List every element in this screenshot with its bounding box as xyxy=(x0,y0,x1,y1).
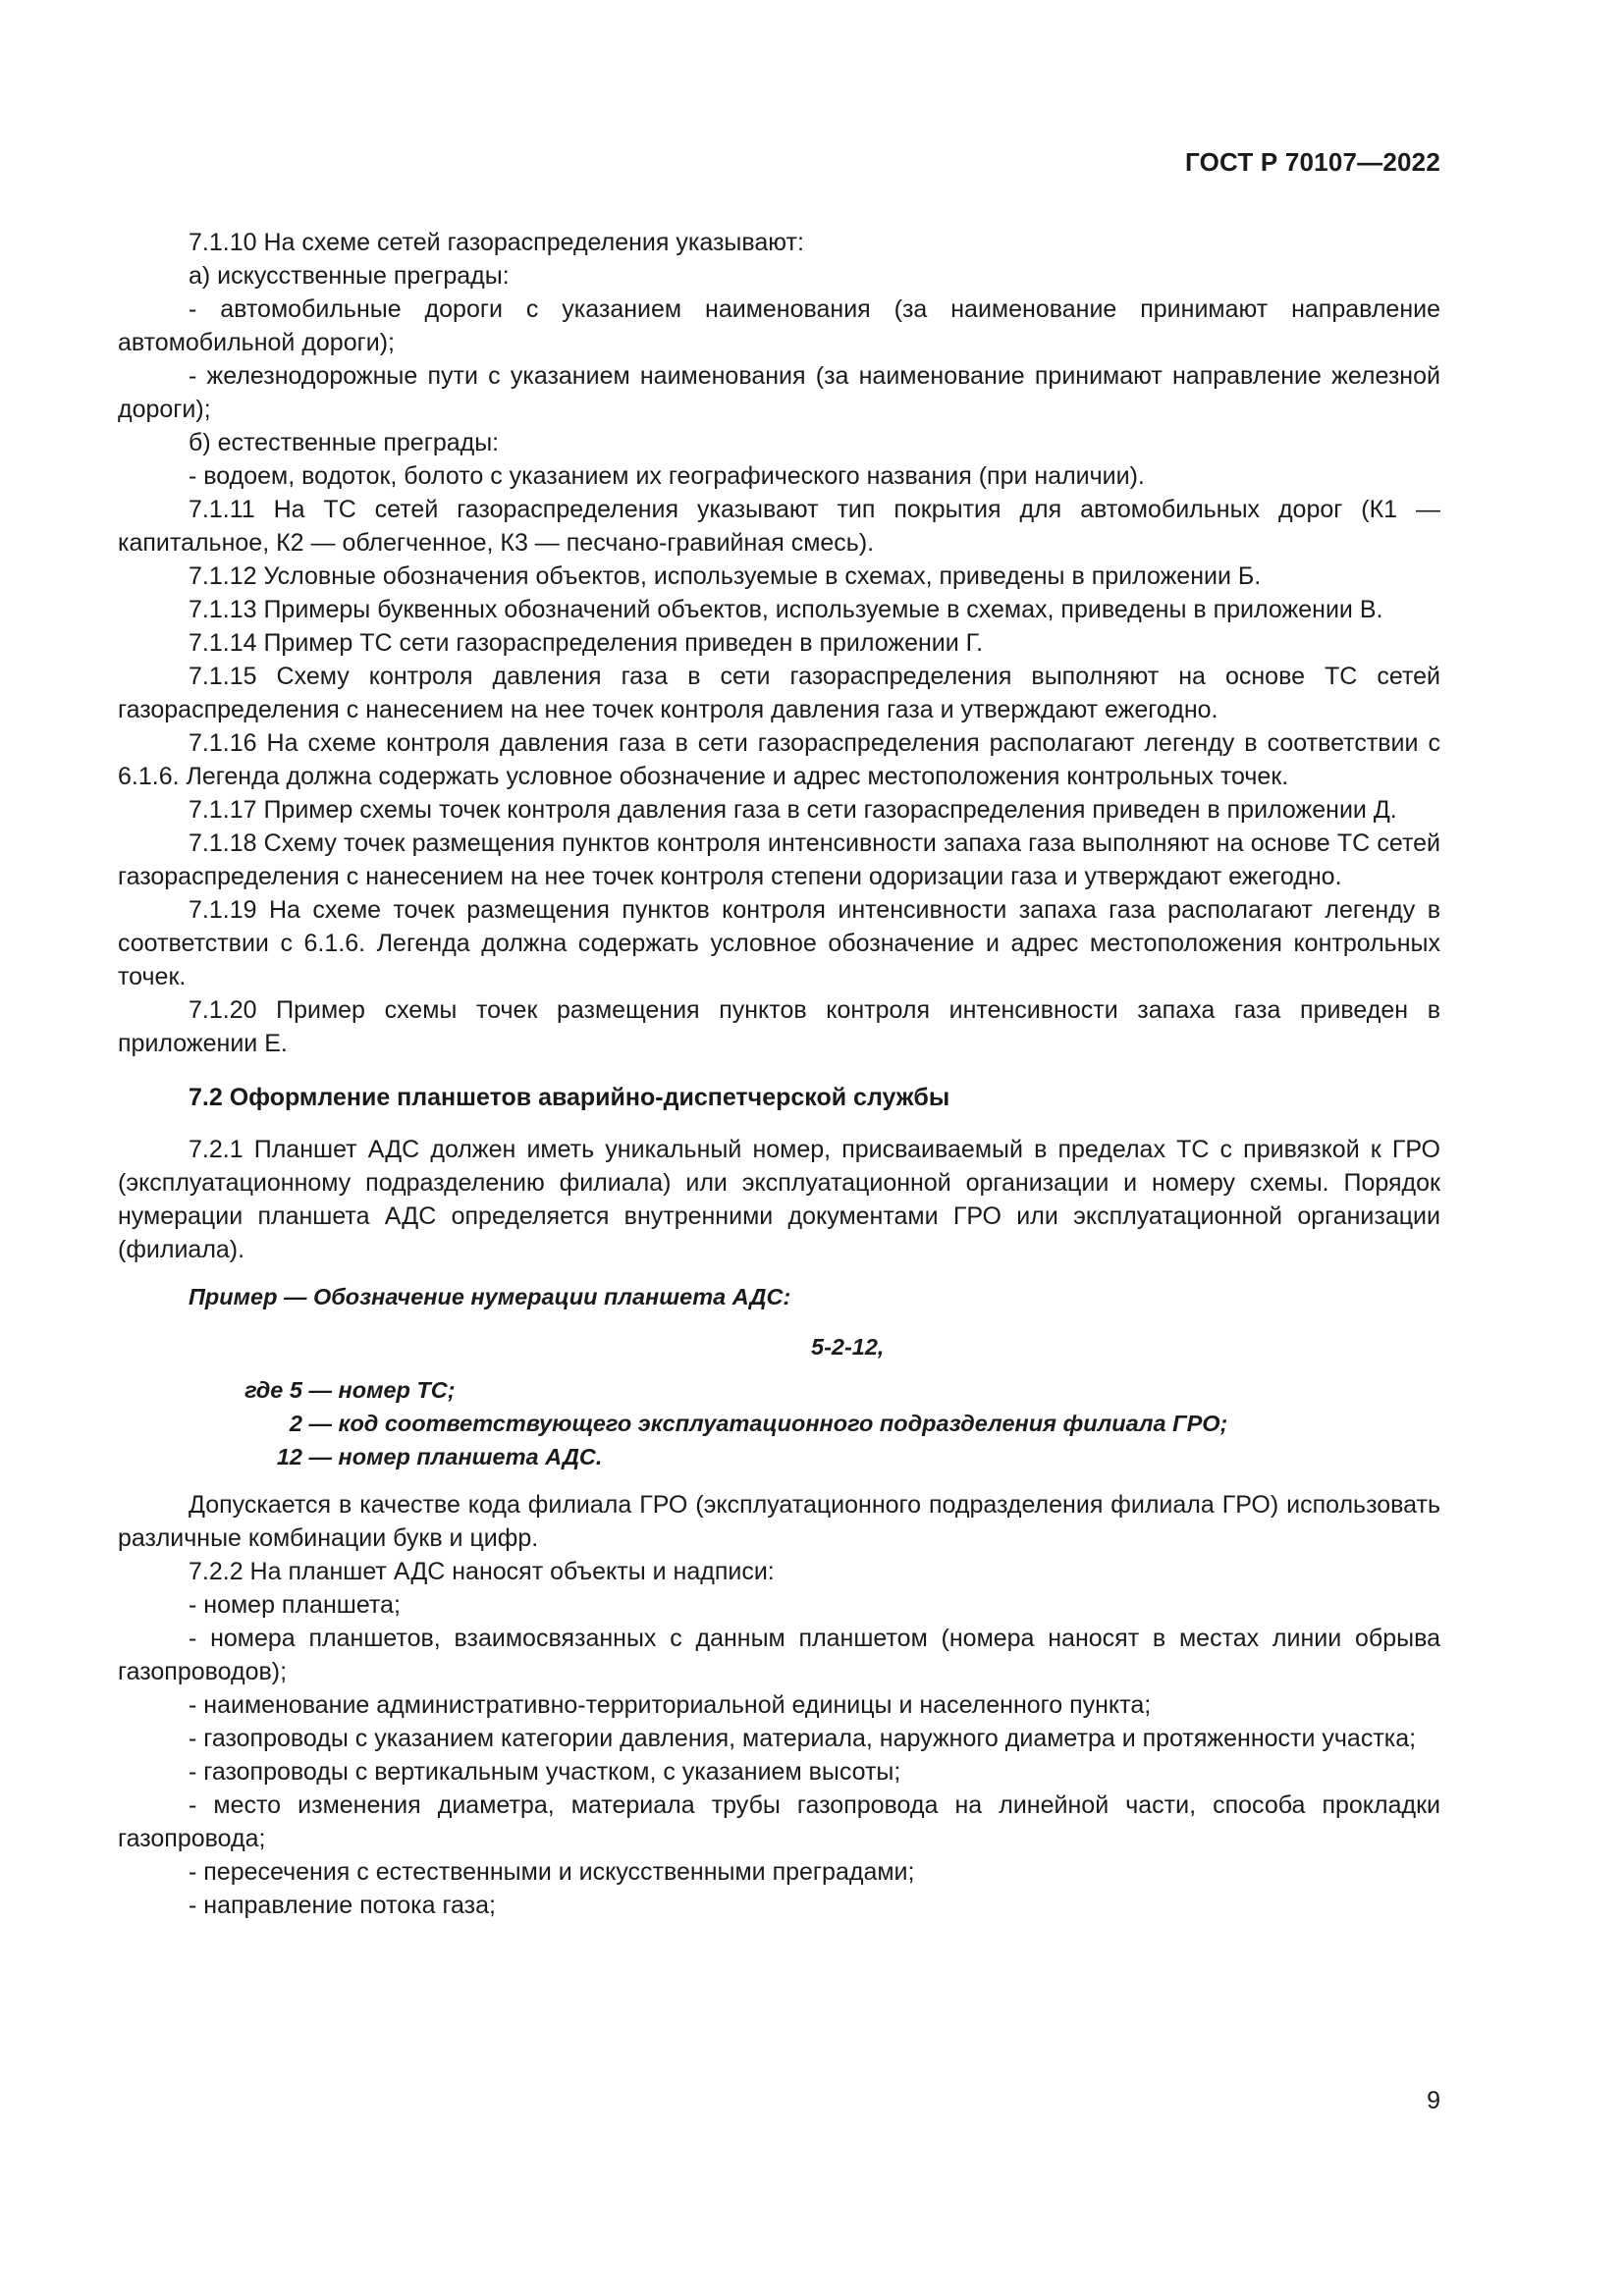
paragraph: 7.1.17 Пример схемы точек контроля давления газа в сети газораспределения приведен в приложении Д. xyxy=(189,796,1397,824)
legend-value: номер ТС; xyxy=(332,1377,456,1403)
standard-code: ГОСТ Р 70107—2022 xyxy=(1185,147,1440,177)
legend-row xyxy=(118,1407,1440,1440)
paragraph: 7.1.10 На схеме сетей газораспределения указывают: xyxy=(189,229,804,256)
paragraph: 7.1.13 Примеры буквенных обозначений объектов, используемые в схемах, приведены в приложении В. xyxy=(189,596,1383,623)
paragraph: 7.1.15 Схему контроля давления газа в сети газораспределения выполняют на основе ТС сетей газораспределения с нанесением на нее точек контроля давления газа и утверждают ежегодно. xyxy=(118,663,1440,723)
page-number: 9 xyxy=(1427,2087,1440,2114)
list-item: - направление потока газа; xyxy=(189,1892,496,1919)
list-item: - место изменения диаметра, материала трубы газопровода на линейной части, способа прокладки газопровода; xyxy=(118,1791,1440,1852)
paragraph: 7.1.12 Условные обозначения объектов, используемые в схемах, приведены в приложении Б. xyxy=(189,562,1262,590)
list-item: - наименование административно-территориальной единицы и населенного пункта; xyxy=(189,1691,1152,1719)
legend-value: код соответствующего эксплуатационного подразделения филиала ГРО; xyxy=(332,1411,1228,1436)
page-content xyxy=(118,226,1440,1922)
paragraph: 7.1.18 Схему точек размещения пунктов контроля интенсивности запаха газа выполняют на основе ТС сетей газораспределения с нанесением на нее точек контроля степени одоризации газа и утверждают ежегодно. xyxy=(118,829,1440,890)
list-item: - номер планшета; xyxy=(189,1591,401,1619)
paragraph: б) естественные преграды: xyxy=(189,429,500,456)
paragraph: Допускается в качестве кода филиала ГРО (эксплуатационного подразделения филиала ГРО) использовать различные комбинации букв и цифр. xyxy=(118,1491,1440,1552)
section-body xyxy=(118,1488,1440,1922)
section-heading: 7.2 Оформление планшетов аварийно-диспетчерской службы xyxy=(189,1084,950,1111)
paragraph: 7.2.2 На планшет АДС наносят объекты и надписи: xyxy=(189,1558,775,1585)
list-item: - номера планшетов, взаимосвязанных с данным планшетом (номера наносят в местах линии обрыва газопроводов); xyxy=(118,1625,1440,1685)
paragraph: 7.2.1 Планшет АДС должен иметь уникальный номер, присваиваемый в пределах ТС с привязкой к ГРО (эксплуатационному подразделению филиала) или эксплуатационной организации и номеру схемы. Порядок нумерации планшета АДС определяется внутренними документами ГРО или эксплуатационной организации (филиала). xyxy=(118,1136,1440,1263)
legend-key: где 5 — xyxy=(244,1377,332,1403)
list-item: - газопроводы с указанием категории давления, материала, наружного диаметра и протяженности участка; xyxy=(189,1725,1417,1752)
example-block xyxy=(118,1280,1440,1473)
example-legend xyxy=(118,1373,1440,1473)
paragraph: - водоем, водоток, болото с указанием их географического названия (при наличии). xyxy=(189,462,1145,490)
paragraph: - железнодорожные пути с указанием наименования (за наименование принимают направление железной дороги); xyxy=(118,362,1440,423)
legend-row xyxy=(118,1440,1440,1473)
paragraph: 7.1.14 Пример ТС сети газораспределения приведен в приложении Г. xyxy=(189,629,984,657)
paragraph: а) искусственные преграды: xyxy=(189,262,510,290)
paragraph: - автомобильные дороги с указанием наименования (за наименование принимают направление автомобильной дороги); xyxy=(118,295,1440,356)
legend-value: номер планшета АДС. xyxy=(332,1444,603,1469)
example-title: Пример — Обозначение нумерации планшета АДС: xyxy=(189,1284,791,1309)
list-item: - пересечения с естественными и искусственными преградами; xyxy=(189,1858,915,1886)
paragraph: 7.1.20 Пример схемы точек размещения пунктов контроля интенсивности запаха газа приведен в приложении Е. xyxy=(118,996,1440,1057)
list-item: - газопроводы с вертикальным участком, с указанием высоты; xyxy=(189,1758,901,1786)
legend-row xyxy=(118,1373,1440,1407)
example-number: 5-2-12, xyxy=(811,1334,885,1360)
legend-key: 2 — xyxy=(289,1411,332,1436)
paragraph: 7.1.19 На схеме точек размещения пунктов контроля интенсивности запаха газа располагают легенду в соответствии с 6.1.6. Легенда должна содержать условное обозначение и адрес местоположения контрольных точек. xyxy=(118,896,1440,990)
legend-key: 12 — xyxy=(276,1444,332,1469)
paragraph: 7.1.16 На схеме контроля давления газа в сети газораспределения располагают легенду в соответствии с 6.1.6. Легенда должна содержать условное обозначение и адрес местоположения контрольных точек. xyxy=(118,729,1440,790)
paragraph: 7.1.11 На ТС сетей газораспределения указывают тип покрытия для автомобильных дорог (К1 — капитальное, К2 — облегченное, К3 — песчано-гравийная смесь). xyxy=(118,496,1440,557)
